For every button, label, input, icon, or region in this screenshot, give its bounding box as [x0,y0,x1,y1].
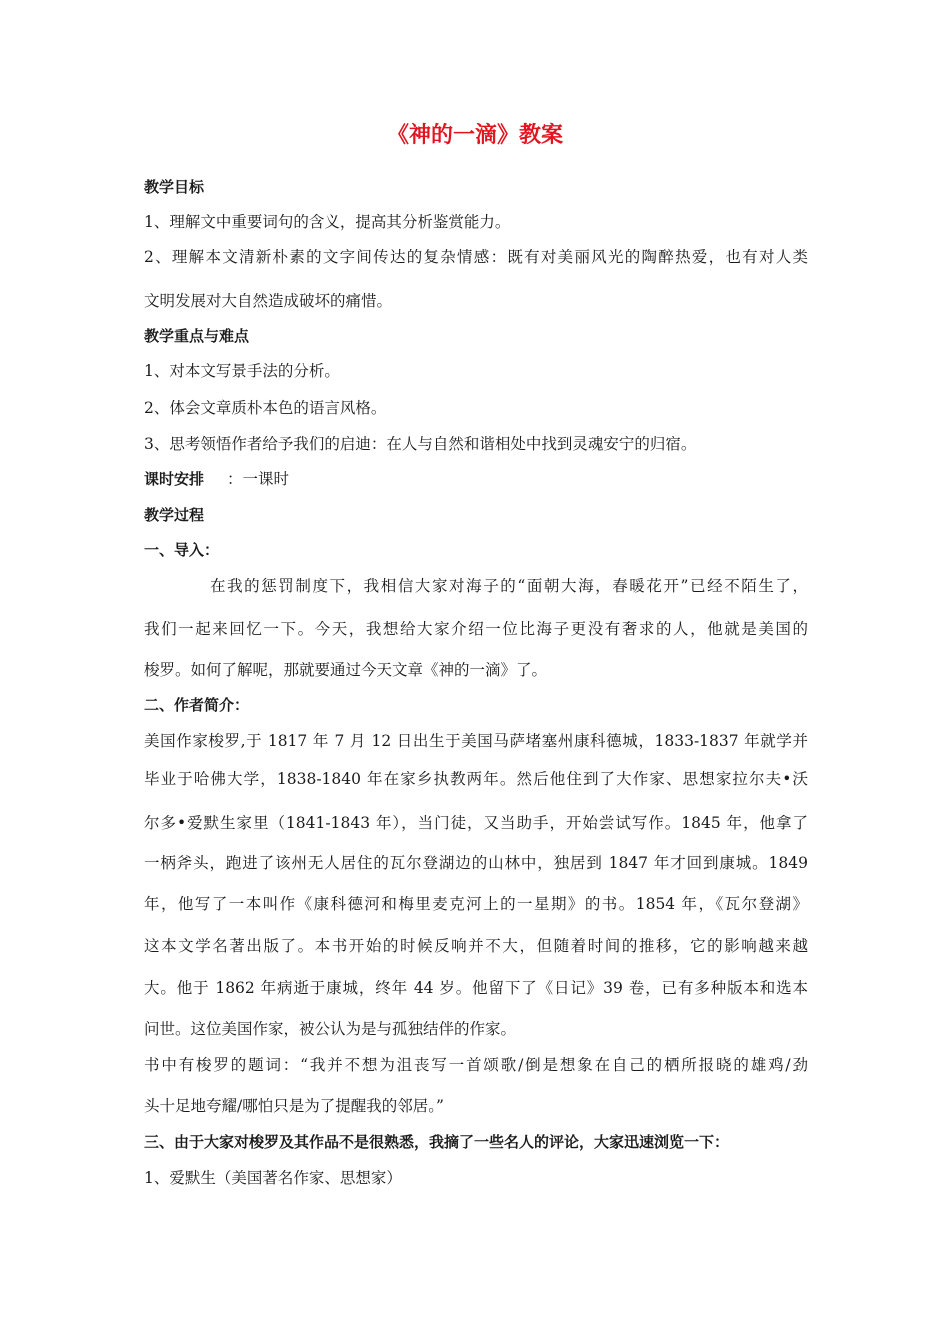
review-line-1: 1、爱默生（美国著名作家、思想家） [144,1169,402,1187]
goal-line-2b: 文明发展对大自然造成破坏的痛惜。 [144,292,393,310]
heading-schedule: 课时安排 [144,470,205,488]
heading-author: 二、作者简介： [144,696,250,714]
schedule-line [144,468,289,490]
author-line-7: 大。他于 1862 年病逝于康城，终年 44 岁。他留下了《日记》39 卷，已有多种版本和选本 [144,979,808,997]
author-line-4: 一柄斧头，跑进了该州无人居住的瓦尔登湖边的山林中，独居到 1847 年才回到康城。1849 [144,854,808,872]
author-line-5: 年，他写了一本叫作《康科德河和梅里麦克河上的一星期》的书。1854 年，《瓦尔登湖》 [144,895,808,913]
author-line-2: 毕业于哈佛大学，1838-1840 年在家乡执教两年。然后他住到了大作家、思想家拉尔夫•沃 [144,770,808,788]
heading-key-points: 教学重点与难点 [144,327,250,345]
author-line-8: 问世。这位美国作家，被公认为是与孤独结伴的作家。 [144,1020,517,1038]
heading-reviews: 三、由于大家对梭罗及其作品不是很熟悉，我摘了一些名人的评论，大家迅速浏览一下： [144,1133,730,1151]
goal-line-1: 1、理解文中重要词句的含义，提高其分析鉴赏能力。 [144,213,511,231]
schedule-value: ：一课时 [226,470,289,488]
key-point-2: 2、体会文章质朴本色的语言风格。 [144,399,387,417]
author-line-3: 尔多•爱默生家里（1841-1843 年），当门徒，又当助手，开始尝试写作。1845 年，他拿了 [144,814,808,832]
heading-teaching-process: 教学过程 [144,506,205,524]
goal-line-2a: 2、理解本文清新朴素的文字间传达的复杂情感：既有对美丽风光的陶醉热爱，也有对人类 [144,248,808,266]
epigraph-line-2: 头十足地夸耀/哪怕只是为了提醒我的邻居。” [144,1097,444,1115]
page-title: 《神的一滴》教案 [386,123,563,148]
author-line-6: 这本文学名著出版了。本书开始的时候反响并不大，但随着时间的推移，它的影响越来越 [144,937,808,955]
heading-intro: 一、导入： [144,541,220,559]
intro-line-3: 梭罗。如何了解呢，那就要通过今天文章《神的一滴》了。 [144,661,548,679]
author-line-1: 美国作家梭罗,于 1817 年 7 月 12 日出生于美国马萨堵塞州康科德城，1833-1837 年就学并 [144,732,808,750]
intro-line-2: 我们一起来回忆一下。今天，我想给大家介绍一位比海子更没有奢求的人，他就是美国的 [144,620,808,638]
epigraph-line-1: 书中有梭罗的题词：“我并不想为沮丧写一首颂歌/倒是想象在自己的栖所报晓的雄鸡/劲 [144,1056,808,1074]
key-point-3: 3、思考领悟作者给予我们的启迪：在人与自然和谐相处中找到灵魂安宁的归宿。 [144,435,697,453]
key-point-1: 1、对本文写景手法的分析。 [144,362,340,380]
heading-teaching-goals: 教学目标 [144,178,205,196]
intro-line-1: 在我的惩罚制度下，我相信大家对海子的“面朝大海，春暖花开”已经不陌生了， [210,577,808,595]
